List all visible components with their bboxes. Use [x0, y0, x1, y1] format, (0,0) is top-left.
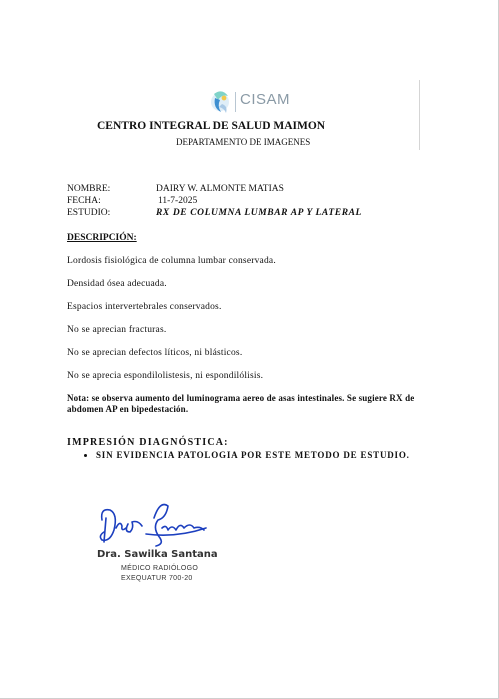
doctor-title: MÉDICO RADIÓLOGO [121, 565, 199, 572]
organization-name: CENTRO INTEGRAL DE SALUD MAIMON [97, 120, 326, 132]
diagnosis-title: IMPRESIÓN DIAGNÓSTICA: [67, 437, 229, 448]
finding-item: Espacios intervertebrales conservados. [67, 302, 222, 312]
note-label: Nota [67, 393, 87, 403]
finding-item: No se aprecian fracturas. [67, 325, 167, 335]
note-paragraph [67, 393, 427, 415]
diagnosis-item: • SIN EVIDENCIA PATOLOGIA POR ESTE METODO DE ESTUDIO. [96, 450, 410, 460]
study-label: ESTUDIO: [67, 208, 111, 218]
finding-item: No se aprecian defectos líticos, ni blásticos. [67, 348, 243, 358]
department-name: DEPARTAMENTO DE IMAGENES [176, 137, 311, 147]
note-text: : se observa aumento del luminograma aereo de asas intestinales. Se sugiere RX de abdomen AP en bipedestación. [67, 393, 415, 414]
finding-item: No se aprecia espondilolistesis, ni espondilólisis. [67, 371, 264, 381]
diagnosis-list [80, 450, 410, 460]
doctor-license: EXEQUATUR 700-20 [121, 575, 193, 582]
finding-item: Densidad ósea adecuada. [67, 279, 167, 289]
study-value: RX DE COLUMNA LUMBAR AP Y LATERAL [156, 208, 362, 218]
margin-divider [419, 80, 420, 150]
finding-item: Lordosis fisiológica de columna lumbar conservada. [67, 256, 276, 266]
logo-text: CISAM [240, 91, 291, 108]
handwritten-signature [96, 498, 216, 552]
name-label: NOMBRE: [67, 184, 111, 194]
doctor-name: Dra. Sawilka Santana [97, 549, 218, 560]
date-value: 11-7-2025 [158, 196, 198, 206]
date-label: FECHA: [67, 196, 101, 206]
name-value: DAIRY W. ALMONTE MATIAS [156, 184, 284, 194]
description-title: DESCRIPCIÓN: [67, 233, 137, 243]
